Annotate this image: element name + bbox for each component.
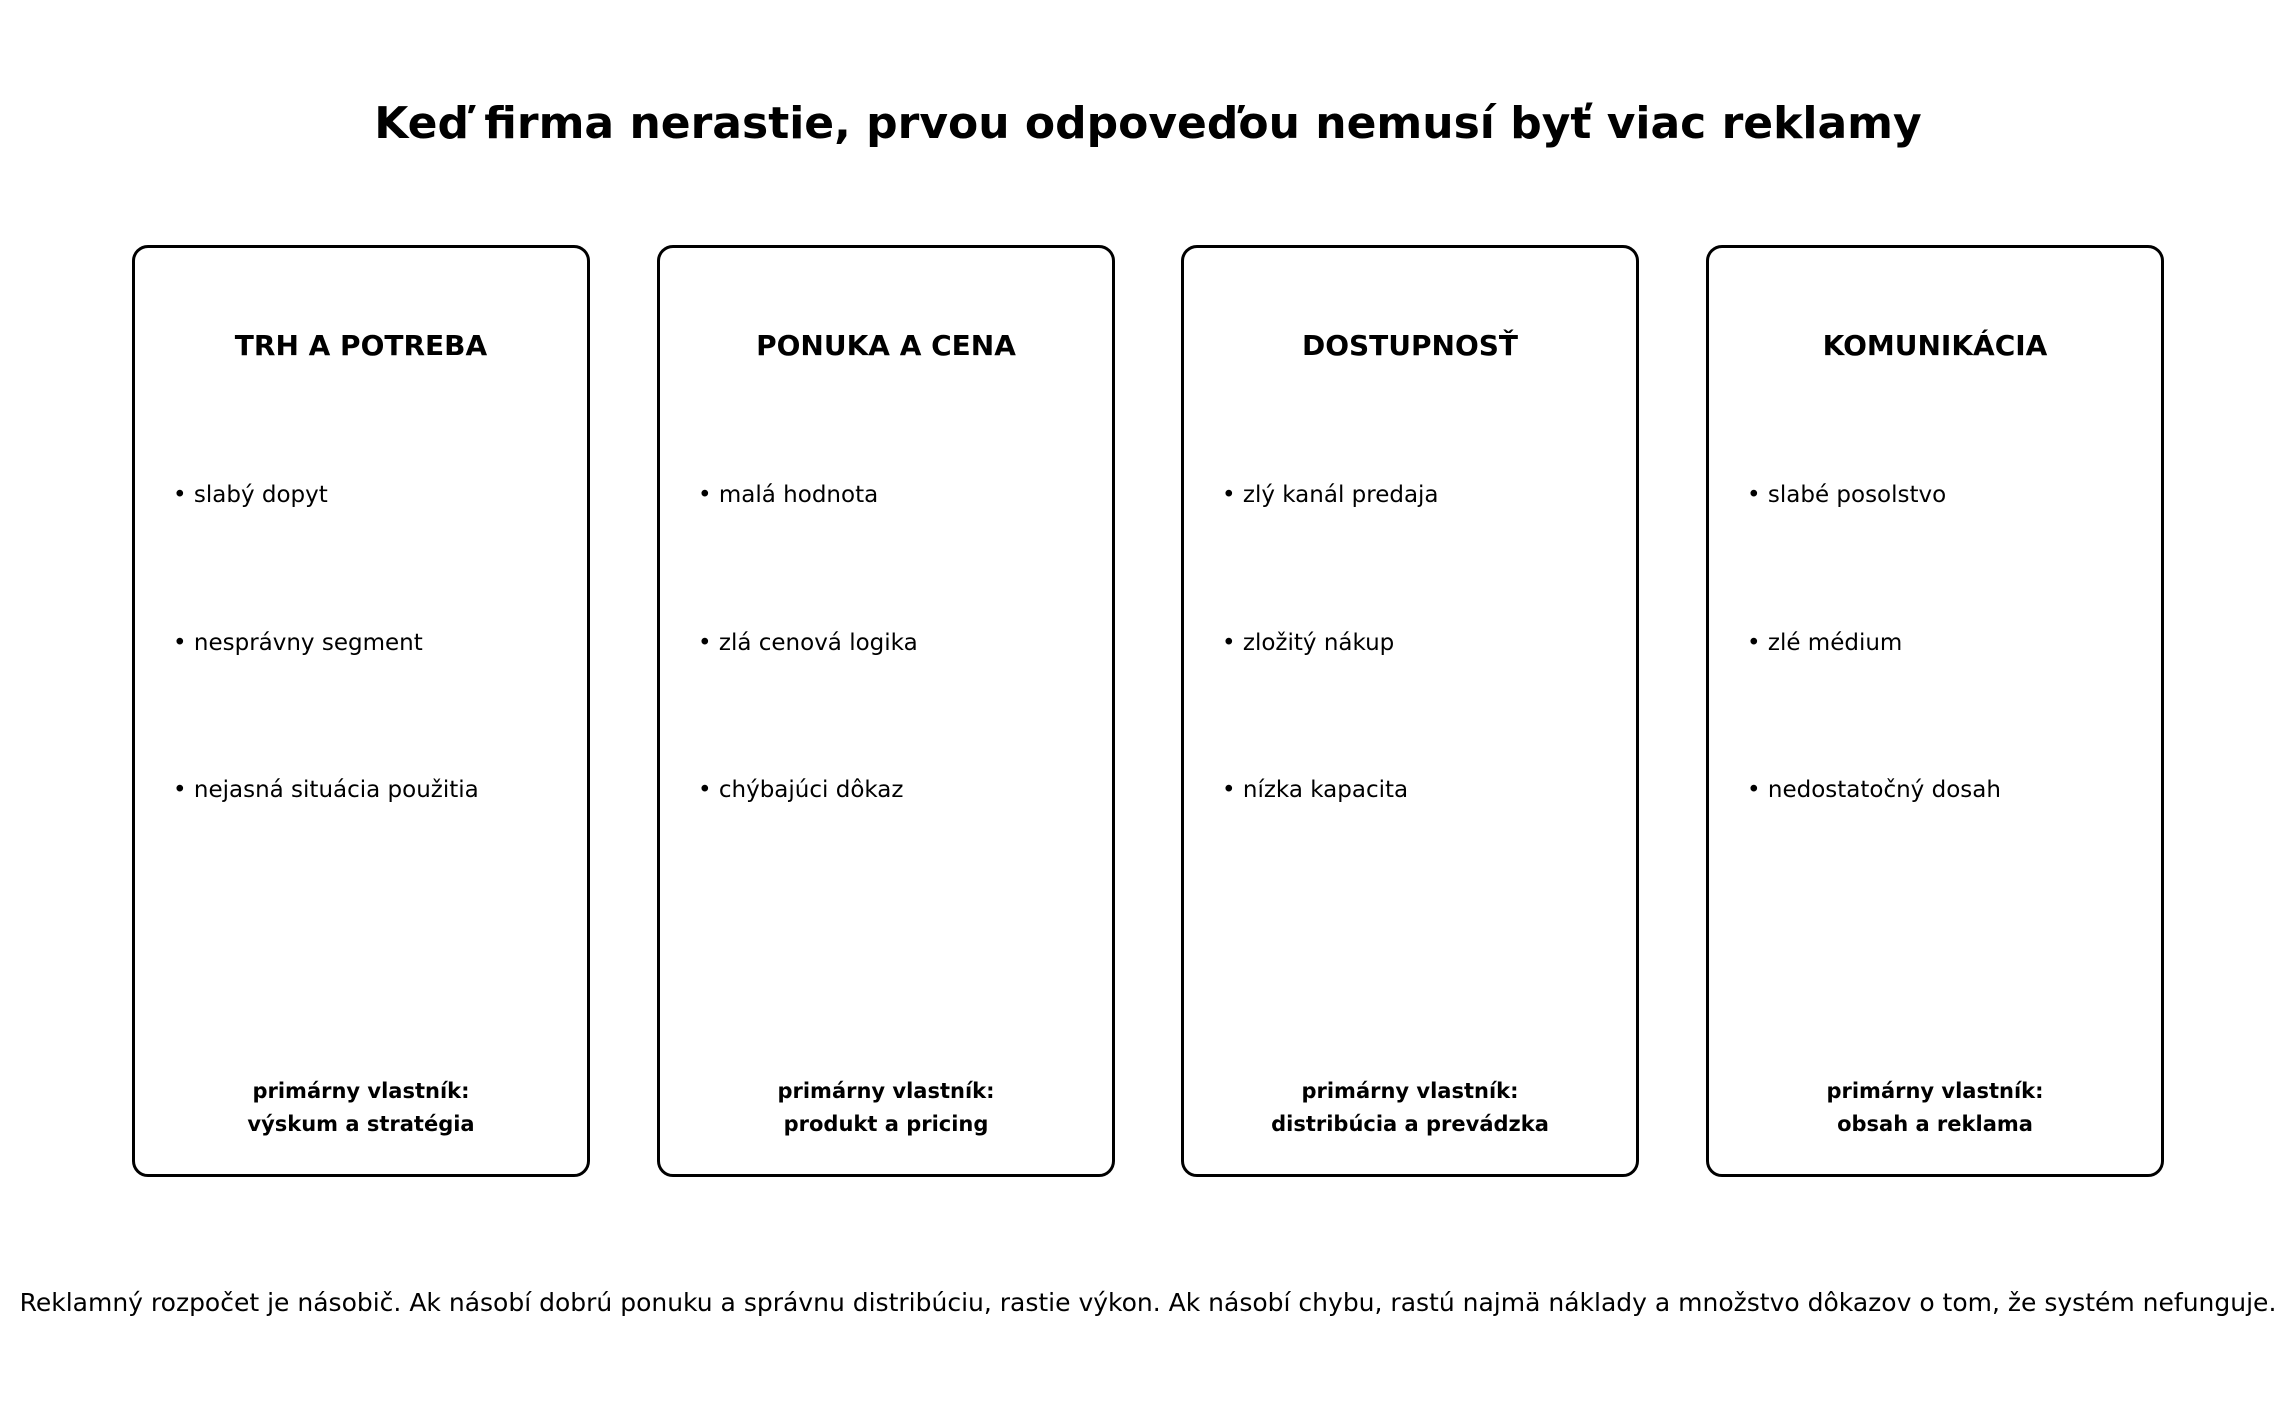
card-heading: DOSTUPNOSŤ <box>1301 329 1519 362</box>
card-ponuka-a-cena <box>657 245 1115 1177</box>
card-komunikacia <box>1706 245 2164 1177</box>
card-dostupnost <box>1181 245 1639 1177</box>
card-bullet: • malá hodnota <box>698 482 879 508</box>
card-bullet: • nedostatočný dosah <box>1747 777 2001 803</box>
card-owner <box>135 1075 587 1141</box>
card-heading: TRH A POTREBA <box>234 329 488 362</box>
card-trh-a-potreba <box>132 245 590 1177</box>
card-owner <box>1184 1075 1636 1141</box>
card-owner-label: primárny vlastník: <box>252 1079 470 1103</box>
card-owner-label: primárny vlastník: <box>1826 1079 2044 1103</box>
card-bullet: • chýbajúci dôkaz <box>698 777 904 803</box>
card-bullet: • zložitý nákup <box>1222 630 1395 656</box>
card-owner <box>660 1075 1112 1141</box>
card-bullet: • zlé médium <box>1747 630 1903 656</box>
card-bullet: • nejasná situácia použitia <box>173 777 479 803</box>
card-bullet: • nízka kapacita <box>1222 777 1409 803</box>
card-bullet: • zlá cenová logika <box>698 630 918 656</box>
footer-note: Reklamný rozpočet je násobič. Ak násobí dobrú ponuku a správnu distribúciu, rastie výkon. Ak násobí chybu, rastú najmä náklady a množstvo dôkazov o tom, že systém nefunguje. <box>19 1288 2277 1317</box>
card-owner-label: primárny vlastník: <box>777 1079 995 1103</box>
card-bullet: • slabý dopyt <box>173 482 328 508</box>
card-bullet: • slabé posolstvo <box>1747 482 1947 508</box>
card-owner-value: distribúcia a prevádzka <box>1271 1112 1549 1136</box>
card-owner-value: výskum a stratégia <box>247 1112 475 1136</box>
card-bullet: • zlý kanál predaja <box>1222 482 1439 508</box>
card-owner <box>1709 1075 2161 1141</box>
card-heading: KOMUNIKÁCIA <box>1822 329 2048 362</box>
card-owner-value: produkt a pricing <box>783 1112 989 1136</box>
card-heading: PONUKA A CENA <box>756 329 1016 362</box>
card-owner-value: obsah a reklama <box>1837 1112 2033 1136</box>
diagram-title: Keď firma nerastie, prvou odpoveďou nemusí byť viac reklamy <box>374 98 1922 149</box>
card-bullet: • nesprávny segment <box>173 630 423 656</box>
card-owner-label: primárny vlastník: <box>1301 1079 1519 1103</box>
